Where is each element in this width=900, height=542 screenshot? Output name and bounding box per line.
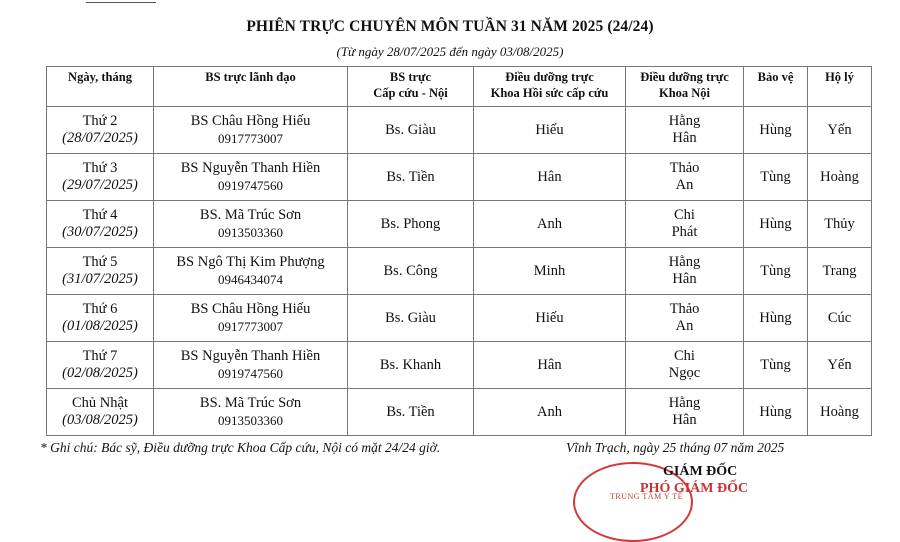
- cell-leader: BS Nguyễn Thanh Hiền 0919747560: [154, 342, 348, 389]
- cell-er-doctor: Bs. Khanh: [348, 342, 474, 389]
- cell-er-doctor: Bs. Giàu: [348, 107, 474, 154]
- cell-security: Hùng: [744, 201, 808, 248]
- cell-er-doctor: Bs. Phong: [348, 201, 474, 248]
- cell-icu-nurse: Hân: [474, 342, 626, 389]
- cell-security: Tùng: [744, 342, 808, 389]
- cell-internal-nurse: Thảo An: [626, 295, 744, 342]
- table-row: [47, 389, 872, 436]
- cell-security: Tùng: [744, 154, 808, 201]
- cell-internal-nurse: Hằng Hân: [626, 248, 744, 295]
- cell-leader: BS. Mã Trúc Sơn 0913503360: [154, 389, 348, 436]
- header-icu-nurse: Điều dưỡng trực Khoa Hồi sức cấp cứu: [474, 67, 626, 107]
- cell-security: Tùng: [744, 248, 808, 295]
- table-row: [47, 154, 872, 201]
- cell-icu-nurse: Anh: [474, 389, 626, 436]
- cell-date: Thứ 5 (31/07/2025): [47, 248, 154, 295]
- header-internal-nurse: Điều dưỡng trực Khoa Nội: [626, 67, 744, 107]
- cell-internal-nurse: Hằng Hân: [626, 107, 744, 154]
- table-header-row: [47, 67, 872, 107]
- footnote: * Ghi chú: Bác sỹ, Điều dưỡng trực Khoa Cấp cứu, Nội có mặt 24/24 giờ.: [40, 440, 441, 455]
- duty-schedule-table: [46, 66, 872, 436]
- cell-internal-nurse: Thảo An: [626, 154, 744, 201]
- table-row: [47, 201, 872, 248]
- header-er-doctor: BS trực Cấp cứu - Nội: [348, 67, 474, 107]
- header-security: Bảo vệ: [744, 67, 808, 107]
- header-date: Ngày, tháng: [47, 67, 154, 107]
- table-row: [47, 342, 872, 389]
- cell-security: Hùng: [744, 107, 808, 154]
- cell-date: Thứ 3 (29/07/2025): [47, 154, 154, 201]
- seal-text: TRUNG TÂM Y TẾ: [610, 492, 683, 501]
- cell-orderly: Yến: [808, 107, 872, 154]
- cell-orderly: Thủy: [808, 201, 872, 248]
- cell-er-doctor: Bs. Tiền: [348, 154, 474, 201]
- cell-orderly: Cúc: [808, 295, 872, 342]
- cell-date: Thứ 7 (02/08/2025): [47, 342, 154, 389]
- cell-date: Chủ Nhật (03/08/2025): [47, 389, 154, 436]
- cell-date: Thứ 6 (01/08/2025): [47, 295, 154, 342]
- header-orderly: Hộ lý: [808, 67, 872, 107]
- signature-title-director: GIÁM ĐỐC: [663, 464, 738, 479]
- cell-internal-nurse: Hằng Hân: [626, 389, 744, 436]
- cell-orderly: Hoàng: [808, 389, 872, 436]
- cell-leader: BS Ngô Thị Kim Phượng 0946434074: [154, 248, 348, 295]
- table-row: [47, 107, 872, 154]
- cell-icu-nurse: Anh: [474, 201, 626, 248]
- cell-icu-nurse: Hiếu: [474, 295, 626, 342]
- cell-date: Thứ 2 (28/07/2025): [47, 107, 154, 154]
- document-subtitle: (Từ ngày 28/07/2025 đến ngày 03/08/2025): [336, 44, 564, 59]
- cell-icu-nurse: Hiếu: [474, 107, 626, 154]
- cell-orderly: Trang: [808, 248, 872, 295]
- document-title: PHIÊN TRỰC CHUYÊN MÔN TUẦN 31 NĂM 2025 (24/24): [246, 18, 654, 35]
- cell-security: Hùng: [744, 295, 808, 342]
- cell-security: Hùng: [744, 389, 808, 436]
- cell-internal-nurse: Chi Phát: [626, 201, 744, 248]
- cell-icu-nurse: Hân: [474, 154, 626, 201]
- cell-icu-nurse: Minh: [474, 248, 626, 295]
- cell-er-doctor: Bs. Công: [348, 248, 474, 295]
- cell-leader: BS Châu Hồng Hiếu 0917773007: [154, 107, 348, 154]
- header-leader: BS trực lãnh đạo: [154, 67, 348, 107]
- cell-internal-nurse: Chi Ngọc: [626, 342, 744, 389]
- cell-leader: BS. Mã Trúc Sơn 0913503360: [154, 201, 348, 248]
- cell-orderly: Yến: [808, 342, 872, 389]
- cell-leader: BS Châu Hồng Hiếu 0917773007: [154, 295, 348, 342]
- cell-leader: BS Nguyễn Thanh Hiền 0919747560: [154, 154, 348, 201]
- place-and-date: Vĩnh Trạch, ngày 25 tháng 07 năm 2025: [566, 440, 785, 455]
- cell-orderly: Hoàng: [808, 154, 872, 201]
- cell-date: Thứ 4 (30/07/2025): [47, 201, 154, 248]
- signature-title-deputy-director: PHÓ GIÁM ĐỐC: [640, 481, 749, 496]
- cell-er-doctor: Bs. Giàu: [348, 295, 474, 342]
- cell-er-doctor: Bs. Tiền: [348, 389, 474, 436]
- table-row: [47, 248, 872, 295]
- table-row: [47, 295, 872, 342]
- top-rule: [86, 2, 156, 3]
